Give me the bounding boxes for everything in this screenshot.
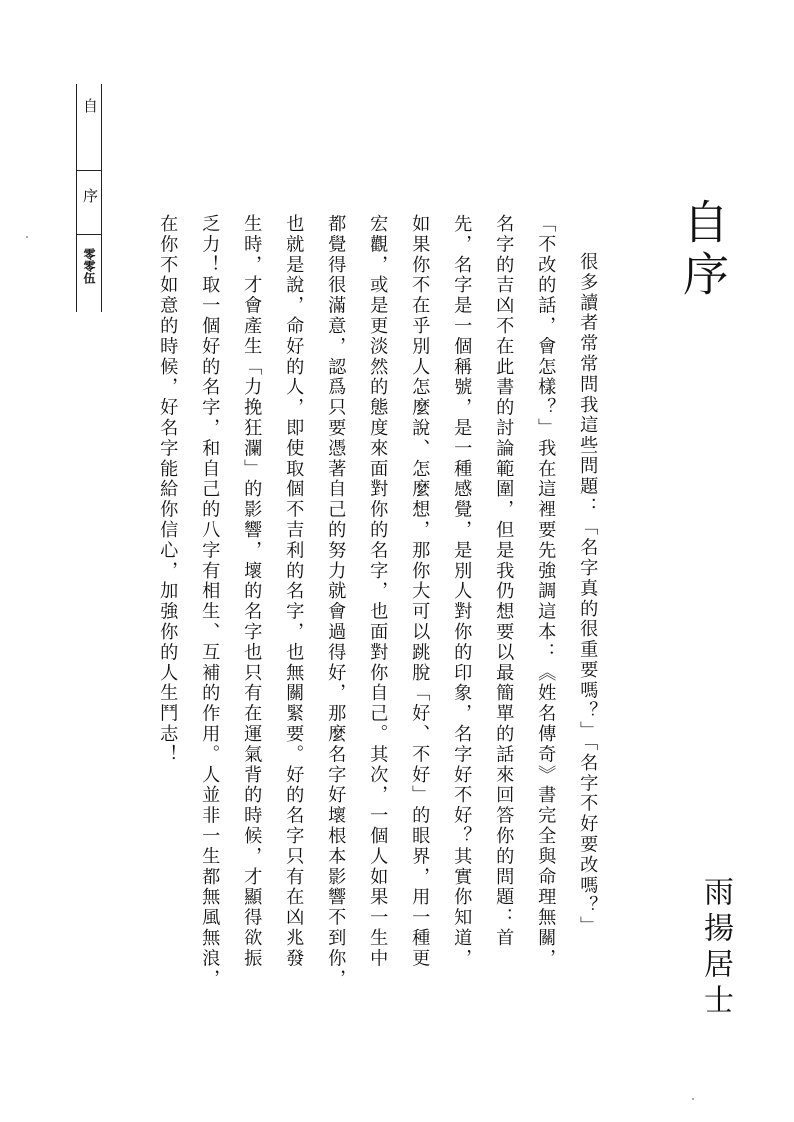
- side-tab: [76, 84, 102, 312]
- side-tab-section: 序: [81, 188, 99, 203]
- side-tab-title: 自: [81, 98, 99, 113]
- paragraph-line: 「不改的話，會怎樣？」我在這裡要先強調這本：《姓名傳奇》書完全與命理無關，: [535, 214, 557, 969]
- paragraph-line: 宏觀，或是更淡然的態度來面對你的名字，也面對你自己。其次，一個人如果一生中: [367, 214, 389, 969]
- paragraph-line: 很多讀者常常問我這些問題：「名字真的很重要嗎？」「名字不好要改嗎？」: [577, 252, 599, 937]
- page-title: 自序: [676, 198, 730, 302]
- paragraph-line: 在你不如意的時候，好名字能給你信心，加強你的人生鬥志！: [157, 214, 179, 765]
- paragraph-line: 乏力！取一個好的名字，和自己的八字有相生、互補的作用。人並非一生都無風無浪，: [199, 214, 221, 990]
- paragraph-line: 名字的吉凶不在此書的討論範圍，但是我仍想要以最簡單的話來回答你的問題：首: [493, 214, 515, 949]
- scan-speck: [26, 236, 28, 238]
- paragraph-line: 先，名字是一個稱號，是一種感覺，是別人對你的印象，名字好不好？其實你知道，: [451, 214, 473, 969]
- author-name: 雨揚居士: [698, 876, 733, 1020]
- paragraph-line: 也就是說，命好的人，即使取個不吉利的名字，也無關緊要。好的名字只有在凶兆發: [283, 214, 305, 969]
- side-tab-divider: [77, 170, 101, 171]
- side-tab-divider: [77, 234, 101, 235]
- paragraph-line: 生時，才會產生「力挽狂瀾」的影響，壞的名字也只有在運氣背的時候，才顯得欲振: [241, 214, 263, 969]
- paragraph-line: 都覺得很滿意，認爲只要憑著自己的努力就會過得好，那麼名字好壞根本影響不到你，: [325, 214, 347, 990]
- scan-speck: [692, 1098, 694, 1100]
- paragraph-line: 如果你不在乎別人怎麼說、怎麼想，那你大可以跳脫「好、不好」的眼界，用一種更: [409, 214, 431, 969]
- page-number: 零零伍: [82, 248, 96, 284]
